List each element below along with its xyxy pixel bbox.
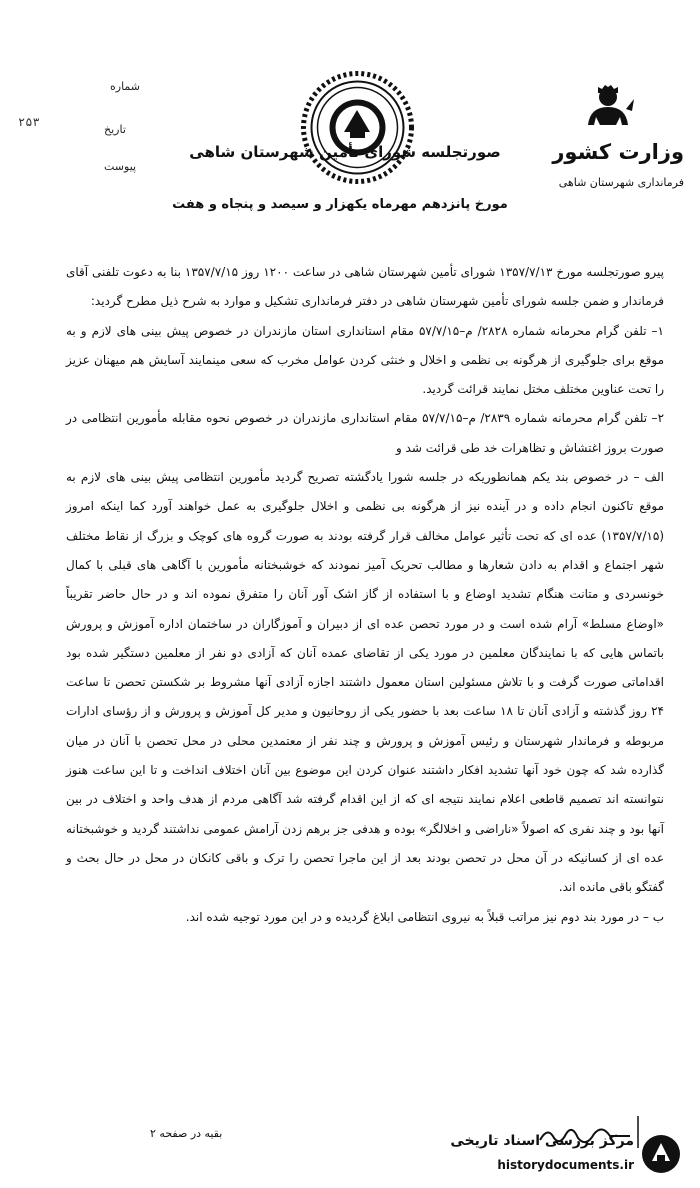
item-1-paragraph: ۱– تلفن گرام محرمانه شماره ۲۸۲۸/ م–۵۷/۷/۱۵ مقام استانداری استان مازندران در خصوص پیش بینی های لازم و به موقع برای جلوگیری از هرگونه بی نظمی و اخلال و خنثی کردن عوامل مخرب که سعی مینمایند آسایش هم میهنان عزیز را تحت عناوین مختلف مختل نمایند قرائت گردید. [66, 323, 664, 397]
ministry-name: وزارت کشور [552, 140, 684, 164]
number-label: شماره [110, 80, 141, 93]
item-be-paragraph: ب – در مورد بند دوم نیز مراتب قبلاً به نیروی انتظامی ابلاغ گردیده و در این مورد توجیه شده اند. [185, 909, 664, 924]
watermark-title: مرکز بررسی اسناد تاریخی [450, 1133, 634, 1149]
item-2-paragraph: ۲– تلفن گرام محرمانه شماره ۲۸۳۹/ م–۵۷/۷/۱۵ مقام استانداری مازندران در خصوص نحوه مقابله مأمورین انتظامی در صورت بروز اغتشاش و تظاهرات خد طی قرائت شد و [66, 411, 665, 455]
continued-note: بقیه در صفحه ۲ [150, 1127, 223, 1140]
watermark-url: historydocuments.ir [497, 1158, 634, 1172]
governorate-name: فرمانداری شهرستان شاهی [558, 176, 684, 189]
document-body [66, 258, 664, 932]
archive-logo-icon [640, 1133, 682, 1175]
council-seal-icon [300, 70, 415, 185]
intro-paragraph: پیرو صورتجلسه مورخ ۱۳۵۷/۷/۱۳ شورای تأمین شهرستان شاهی در ساعت ۱۲۰۰ روز ۱۳۵۷/۷/۱۵ بنا به دعوت تلفنی آقای فرماندار و ضمن جلسه شورای تأمین شهرستان شاهی در دفتر فرمانداری تشکیل و موارد به شرح ذیل مطرح گردید: [66, 265, 665, 309]
attachment-label: پیوست [104, 160, 137, 173]
date-label: تاریخ [104, 123, 126, 136]
document-subtitle: مورخ پانزدهم مهرماه یکهزار و سیصد و پنجاه و هفت [172, 197, 508, 212]
item-alef-paragraph: الف – در خصوص بند یکم همانطوریکه در جلسه شورا یادگشته تصریح گردید مأمورین انتظامی پیش بینی های لازم به موقع تاکنون انجام داده و در آینده نیز از هرگونه بی نظمی و اخلال جلوگیری به عمل خواهند آورد کما اینکه امروز (۱۳۵۷/۷/۱۵) عده ای که تحت تأثیر عوامل مخالف قرار گرفته بودند به صورت گروه های کوچک و بزرگ از نقاط مختلف شهر اجتماع و اقدام به دادن شعارها و مطالب تحریک آمیز نمودند که خوشبختانه مأمورین با آگاهی های قبلی با کمال خونسردی و متانت هنگام تشدید اوضاع و با استفاده از گاز اشک آور آنان را متفرق نموده اند و در حال حاضر تقریباً «اوضاع مسلط» آرام شده است و در مورد تحصن عده ای از دبیران و آموزگاران در ساختمان اداره آموزش و پرورش باتماس هایی که با نمایندگان معلمین در مورد یکی از تقاضای عمده آنان که آزادی دو نفر از معلمین دستگیر شده بود اقداماتی صورت گرفت و با تلاش مسئولین استان معمول داشتند اجازه آزادی آنها مشروط بر شکستن تحصن تا ساعت ۲۴ روز گذشته و آزادی آنان تا ۱۸ ساعت بعد با حضور یکی از روحانیون و مدیر کل آموزش و پرورش و از رؤسای ادارات مربوطه و فرماندار شهرستان و رئیس آموزش و پرورش و چند نفر از معتمدین محلی در محل تحصن با آنان در میان گذارده شد که چون خود آنها تشدید افکار داشتند عنوان کردن این موضوع بین آنان اختلاف انداخت و تا این ساعت هنوز نتوانسته اند تصمیم قاطعی اعلام نمایند نتیجه ای که از این اقدام گرفته شد آگاهی مردم از هدف واحد و اختلاف در بین آنها بود و چند نفری که اصولاً «ناراضی و اخلالگر» بوده و هدفی جز برهم زدن آرامش عمومی نداشتند گردید و خوشبختانه عده ای از کسانیکه در آن محل در تحصن بودند بعد از این ماجرا تحصن را ترک و باقی کانکان در محل در حال بحث و گفتگو باقی مانده اند. [66, 470, 664, 895]
lion-and-sun-icon [578, 85, 638, 135]
document-title: صورتجلسه شورای تأمین شهرستان شاهی [189, 143, 501, 161]
document-number: ۲۵۳ [18, 115, 40, 129]
